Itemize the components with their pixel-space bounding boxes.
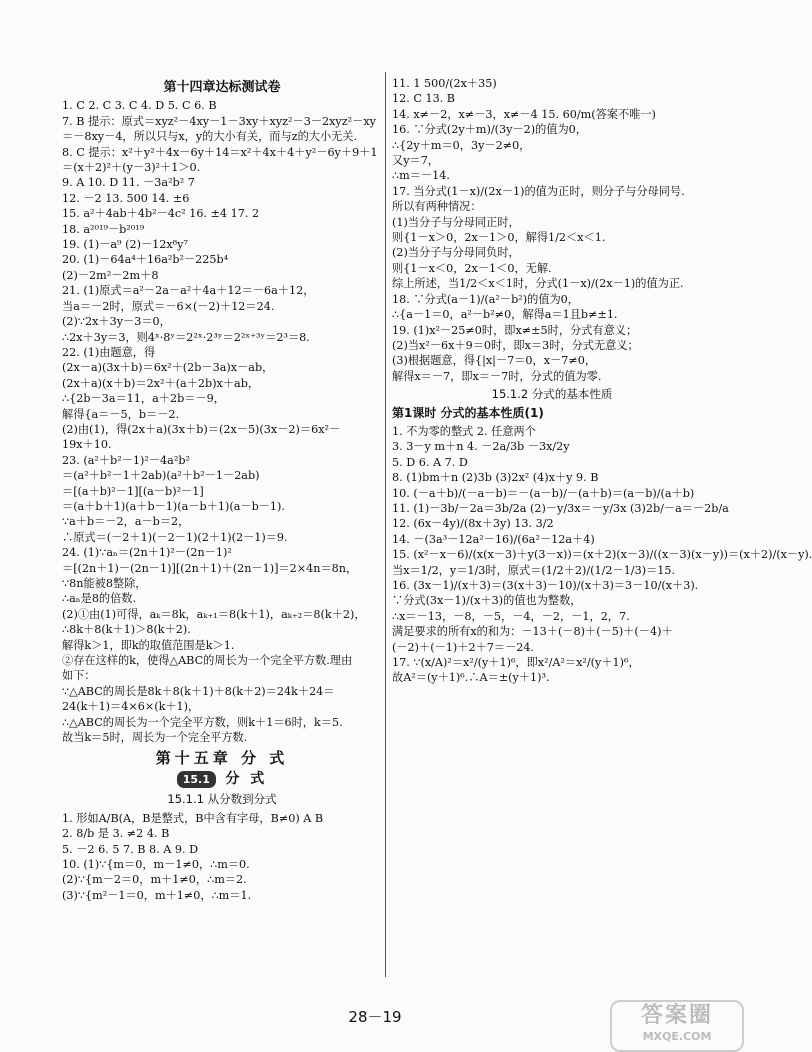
answer-line: ∵分式(3x－1)/(x＋3)的值也为整数， xyxy=(392,594,582,608)
chapter-15-title: 第十五章 分 式 xyxy=(155,749,289,768)
answer-line: ∴2x＋3y＝3，则4ˣ·8ʸ＝2²ˣ·2³ʸ＝2²ˣ⁺³ʸ＝2³＝8. xyxy=(62,330,310,344)
answer-line: 20. (1)－64a⁴＋16a²b²－225b⁴ xyxy=(62,253,229,267)
chapter-14-answers xyxy=(62,98,382,745)
answer-line: 解得x＝－7，即x＝－7时，分式的值为零. xyxy=(392,369,602,383)
answer-line: 5. －2 6. 5 7. B 8. A 9. D xyxy=(62,842,199,856)
answer-line: (2x＋a)(x＋b)＝2x²＋(a＋2b)x＋ab， xyxy=(62,376,260,390)
answer-line: 11. (1)－3b/－2a＝3b/2a (2)－y/3x＝－y/3x (3)2b/－a＝－2b/a xyxy=(392,501,729,515)
answer-line: 则{1－x＞0，2x－1＞0，解得1/2＜x＜1. xyxy=(392,231,606,245)
page-number: 28－19 xyxy=(348,1008,402,1026)
answer-line: 22. (1)由题意，得 xyxy=(62,345,156,359)
answer-line: ∵8n能被8整除， xyxy=(62,577,147,590)
answer-line: 当x＝1/2，y＝1/3时，原式＝(1/2＋2)/(1/2－1/3)＝15. xyxy=(392,563,676,577)
answer-line: 16. (3x－1)/(x＋3)＝(3(x＋3)－10)/(x＋3)＝3－10/(x＋3). xyxy=(392,579,699,592)
answer-line: 解得{a＝－5，b＝－2. xyxy=(62,407,180,421)
left-column xyxy=(62,76,382,903)
site-watermark xyxy=(610,1000,744,1052)
answer-line: 所以有两种情况： xyxy=(392,200,482,214)
answer-line: 3. 3－y m＋n 4. －2a/3b －3x/2y xyxy=(392,440,570,454)
answer-line: ＝[(a＋b)²－1][(a－b)²－1] xyxy=(62,484,204,498)
subsection-15-1-2-title: 15.1.2 分式的基本性质 xyxy=(491,387,613,402)
answer-line: (2)①由(1)可得，aₖ＝8k，aₖ₊₁＝8(k＋1)，aₖ₊₂＝8(k＋2)， xyxy=(62,607,366,621)
lesson-1-title: 第1课时 分式的基本性质(1) xyxy=(392,405,544,420)
answer-line: ＝(a²＋b²－1＋2ab)(a²＋b²－1－2ab) xyxy=(62,469,260,483)
answer-line: ＝(a＋b＋1)(a＋b－1)(a－b＋1)(a－b－1). xyxy=(62,499,285,513)
answer-line: 12. C 13. B xyxy=(392,92,456,106)
answer-line: 18. ∵分式(a－1)/(a²－b²)的值为0， xyxy=(392,292,579,306)
answer-line: ∴{a－1＝0，a²－b²≠0，解得a＝1且b≠±1. xyxy=(392,308,618,322)
watermark-sub-text: MXQE.COM xyxy=(642,1030,712,1043)
answer-line: ∴△ABC的周长为一个完全平方数，则k＋1＝6时，k＝5. xyxy=(62,715,343,729)
answer-line: 解得k＞1，即k的取值范围是k＞1. xyxy=(62,638,235,652)
answer-line: 24(k＋1)＝4×6×(k＋1)， xyxy=(62,700,200,714)
answer-line: ＝[(2n＋1)－(2n－1)][(2n＋1)＋(2n－1)]＝2×4n＝8n， xyxy=(62,561,358,575)
answer-line: 满足要求的所有x的和为：－13＋(－8)＋(－5)＋(－4)＋ xyxy=(392,625,673,639)
answer-line: 15. (x²－x－6)/(x(x－3)＋y(3－x))＝(x＋2)(x－3)/((x－3)(x－y))＝(x＋2)/(x－y). xyxy=(392,548,812,562)
watermark-main-text: 答案圈 xyxy=(640,1003,713,1028)
section-title: 分 式 xyxy=(225,770,268,787)
answer-line: 14. －(3a³－12a²－16)/(6a²－12a＋4) xyxy=(392,532,595,546)
lesson-1-answers xyxy=(392,424,812,686)
answer-line: 又y＝7， xyxy=(392,154,440,168)
answer-line: (2)当分子与分母同负时， xyxy=(392,246,520,260)
answer-line: 7. B 提示：原式＝xyz²－4xy－1－3xy＋xyz²－3－2xyz²－xy xyxy=(62,114,376,128)
answer-line: 19x＋10. xyxy=(62,438,112,452)
answer-line: (－2)＋(－1)＋2＋7＝－24. xyxy=(392,640,535,654)
answer-line: 故当k＝5时，周长为一个完全平方数. xyxy=(62,731,248,745)
answer-line: (2)∵{m－2＝0，m＋1≠0，∴m＝2. xyxy=(62,873,247,887)
answer-line: (1)当分子与分母同正时， xyxy=(392,215,520,229)
answer-line: ∴x＝－13，－8，－5，－4，－2，－1，2，7. xyxy=(392,609,630,623)
answer-line: 12. (6x－4y)/(8x＋3y) 13. 3/2 xyxy=(392,517,554,531)
answer-line: 17. 当分式(1－x)/(2x－1)的值为正时，则分子与分母同号. xyxy=(392,184,685,198)
answer-line: 19. (1)－a⁹ (2)－12x⁸y⁷ xyxy=(62,238,188,252)
answer-line: (2)由(1)，得(2x＋a)(3x＋b)＝(2x－5)(3x－2)＝6x²－ xyxy=(62,422,341,436)
answer-line: 18. a²⁰¹⁹－b²⁰¹⁹ xyxy=(62,222,145,236)
answer-line: ∴aₙ是8的倍数. xyxy=(62,592,137,606)
subsection-15-1-1-title: 15.1.1 从分数到分式 xyxy=(167,792,277,807)
answer-line: ∴{2y＋m＝0，3y－2≠0， xyxy=(392,138,531,152)
answer-line: 1. C 2. C 3. C 4. D 5. C 6. B xyxy=(62,99,217,113)
answer-line: (2x－a)(3x＋b)＝6x²＋(2b－3a)x－ab， xyxy=(62,361,274,375)
answer-line: ∴原式＝(－2＋1)(－2－1)(2＋1)(2－1)＝9. xyxy=(62,530,288,544)
answer-line: ∵a＋b＝－2，a－b＝2， xyxy=(62,515,190,529)
section-15-1-heading xyxy=(62,771,382,788)
answer-line: 9. A 10. D 11. －3a²b² 7 xyxy=(62,176,195,190)
answer-line: ＝－8xy－4，所以只与x，y的大小有关，而与z的大小无关. xyxy=(62,130,358,144)
answer-line: 21. (1)原式＝a²－2a－a²＋4a＋12＝－6a＋12， xyxy=(62,284,315,298)
answer-line: 1. 形如A/B(A，B是整式，B中含有字母，B≠0) A B xyxy=(62,811,324,825)
section-badge: 15.1 xyxy=(177,771,216,788)
answer-line: ∴{2b－3a＝11，a＋2b＝－9， xyxy=(62,392,225,406)
chapter-14-test-title: 第十四章达标测试卷 xyxy=(163,80,281,95)
answer-line: 24. (1)∵aₙ＝(2n＋1)²－(2n－1)² xyxy=(62,546,232,560)
answer-line: 17. ∵(x/A)²＝x²/(y＋1)⁶，即x²/A²＝x²/(y＋1)⁶， xyxy=(392,656,640,670)
answer-line: 11. 1 500/(2x＋35) xyxy=(392,77,497,90)
answer-line: 16. ∵分式(2y＋m)/(3y－2)的值为0， xyxy=(392,123,587,137)
answer-line: 1. 不为零的整式 2. 任意两个 xyxy=(392,424,536,438)
answer-line: 8. (1)bm＋n (2)3b (3)2x² (4)x＋y 9. B xyxy=(392,471,599,485)
answer-line: 14. x≠－2，x≠－3，x≠－4 15. 60/m(答案不唯一) xyxy=(392,107,656,121)
answer-line: 当a＝－2时，原式＝－6×(－2)＋12＝24. xyxy=(62,299,275,313)
answer-line: (2)∵2x＋3y－3＝0， xyxy=(62,315,171,329)
answer-line: ∵△ABC的周长是8k＋8(k＋1)＋8(k＋2)＝24k＋24＝ xyxy=(62,684,335,698)
answer-line: ＝(x＋2)²＋(y－3)²＋1＞0. xyxy=(62,161,201,175)
answer-line: ∴m＝－14. xyxy=(392,169,450,183)
right-column xyxy=(392,76,812,686)
section-15-1-1-answers-continued xyxy=(392,76,712,384)
answer-line: 12. －2 13. 500 14. ±6 xyxy=(62,191,190,205)
column-divider xyxy=(385,72,386,977)
answer-line: (2)－2m²－2m＋8 xyxy=(62,268,159,282)
answer-line: 2. 8/b 是 3. ≠2 4. B xyxy=(62,827,170,841)
answer-line: 8. C 提示：x²＋y²＋4x－6y＋14＝x²＋4x＋4＋y²－6y＋9＋1 xyxy=(62,145,378,159)
answer-line: 则{1－x＜0，2x－1＜0，无解. xyxy=(392,261,552,275)
answer-line: (3)∵{m²－1＝0，m＋1≠0，∴m＝1. xyxy=(62,888,252,902)
answer-line: 综上所述，当1/2＜x＜1时，分式(1－x)/(2x－1)的值为正. xyxy=(392,277,684,291)
answer-line: 故A²＝(y＋1)⁶.∴A＝±(y＋1)³. xyxy=(392,671,550,685)
answer-line: 10. (－a＋b)/(－a－b)＝－(a－b)/－(a＋b)＝(a－b)/(a＋b) xyxy=(392,486,695,500)
answer-line: 15. a²＋4ab＋4b²－4c² 16. ±4 17. 2 xyxy=(62,207,260,221)
answer-line: 10. (1)∵{m＝0，m－1≠0，∴m＝0. xyxy=(62,857,250,871)
answer-line: 19. (1)x²－25≠0时，即x≠±5时，分式有意义； xyxy=(392,323,638,337)
answer-line: 如下： xyxy=(62,669,96,683)
answer-line: (3)根据题意，得{|x|－7＝0，x－7≠0， xyxy=(392,354,597,368)
answer-line: 5. D 6. A 7. D xyxy=(392,455,468,469)
section-15-1-1-answers xyxy=(62,811,382,903)
answer-line: (2)当x²－6x＋9＝0时，即x＝3时，分式无意义； xyxy=(392,338,639,352)
answer-line: ∴8k＋8(k＋1)＞8(k＋2). xyxy=(62,623,191,637)
answer-line: ②存在这样的k，使得△ABC的周长为一个完全平方数.理由 xyxy=(62,654,353,668)
answer-line: 23. (a²＋b²－1)²－4a²b² xyxy=(62,453,190,467)
